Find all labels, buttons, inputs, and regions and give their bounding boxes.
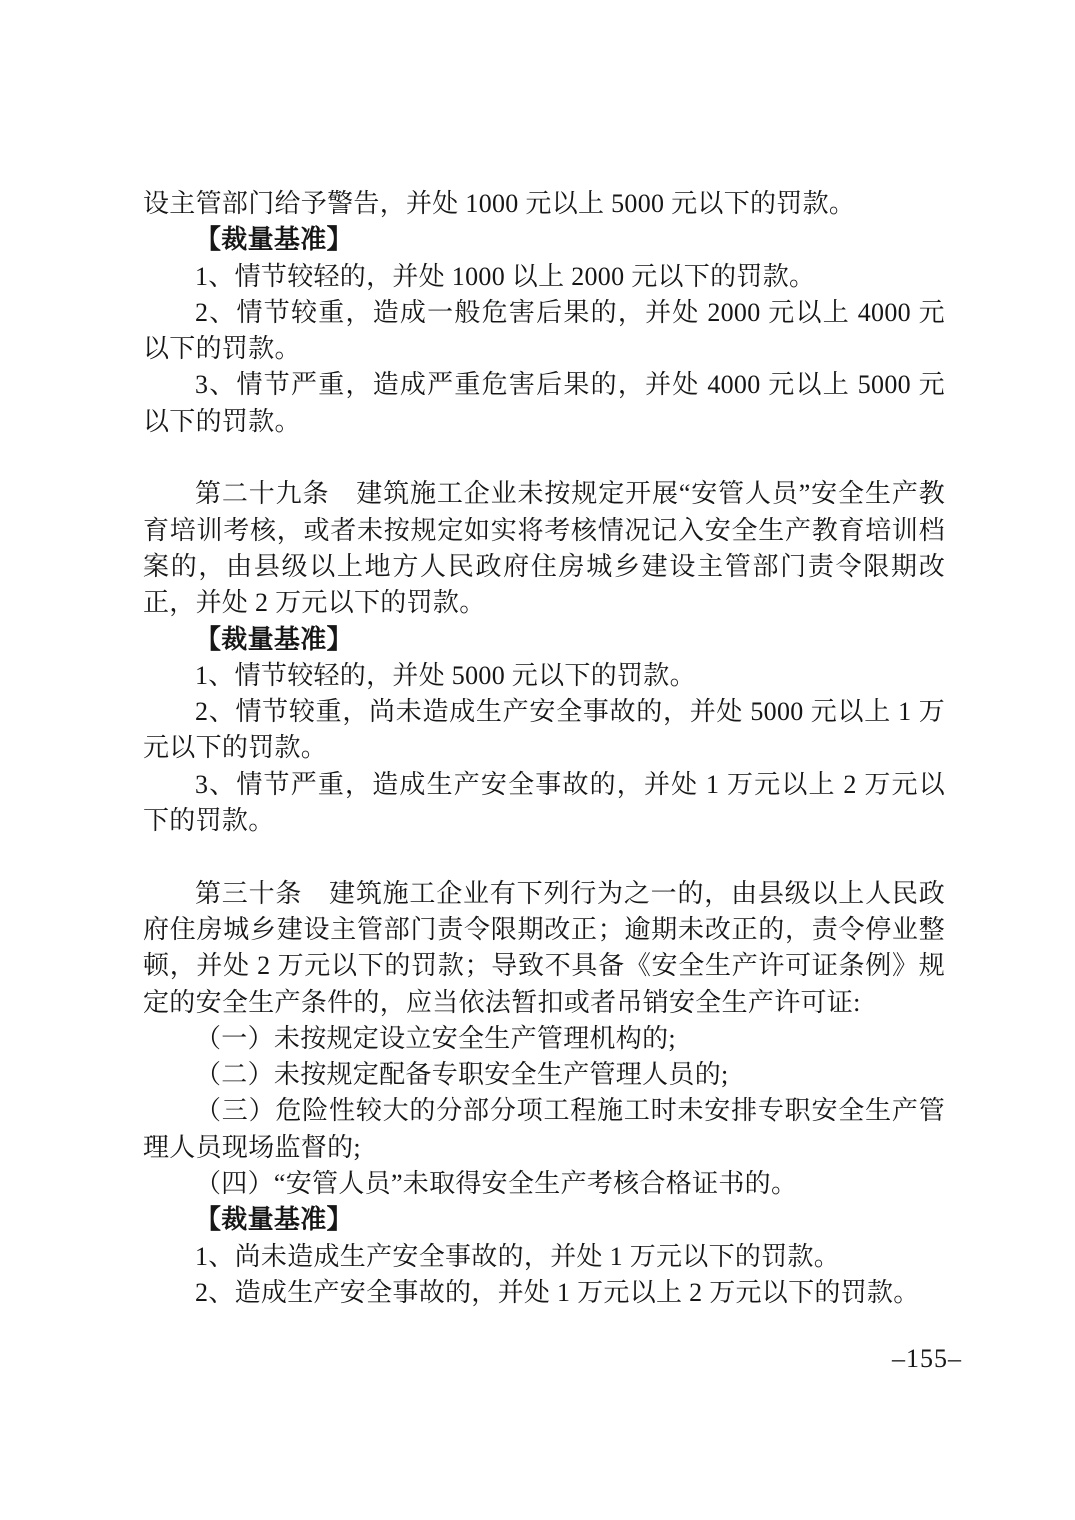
article-paragraph-30: 第三十条 建筑施工企业有下列行为之一的，由县级以上人民政府住房城乡建设主管部门责令限期改正；逾期未改正的，责令停业整顿，并处 2 万元以下的罚款；导致不具备《安全生产许可证条例》规定的安全生产条件的，应当依法暂扣或者吊销安全生产许可证: bbox=[143, 878, 945, 1017]
basis-header: 【裁量基准】 bbox=[195, 1205, 353, 1235]
numbered-item: 1、尚未造成生产安全事故的，并处 1 万元以下的罚款。 bbox=[195, 1241, 841, 1271]
document-body bbox=[143, 186, 945, 1311]
page-number: –155– bbox=[892, 1344, 962, 1373]
numbered-item: 2、情节较重，尚未造成生产安全事故的，并处 5000 元以上 1 万元以下的罚款。 bbox=[143, 697, 945, 763]
numbered-item: 1、情节较轻的，并处 1000 以上 2000 元以下的罚款。 bbox=[195, 261, 816, 291]
numbered-item: 3、情节严重，造成严重危害后果的，并处 4000 元以上 5000 元以下的罚款。 bbox=[143, 370, 945, 436]
list-item: （二）未按规定配备专职安全生产管理人员的; bbox=[195, 1060, 729, 1090]
article-paragraph-29: 第二十九条 建筑施工企业未按规定开展“安管人员”安全生产教育培训考核，或者未按规定如实将考核情况记入安全生产教育培训档案的，由县级以上地方人民政府住房城乡建设主管部门责令限期改正，并处 2 万元以下的罚款。 bbox=[143, 479, 945, 618]
numbered-item: 3、情节严重，造成生产安全事故的，并处 1 万元以上 2 万元以下的罚款。 bbox=[143, 769, 945, 836]
numbered-item: 1、情节较轻的，并处 5000 元以下的罚款。 bbox=[195, 660, 696, 690]
numbered-item: 2、造成生产安全事故的，并处 1 万元以上 2 万元以下的罚款。 bbox=[195, 1277, 920, 1307]
paragraph-continuation: 设主管部门给予警告，并处 1000 元以上 5000 元以下的罚款。 bbox=[143, 189, 856, 218]
list-item: （三）危险性较大的分部分项工程施工时未安排专职安全生产管理人员现场监督的; bbox=[143, 1096, 945, 1162]
list-item: （一）未按规定设立安全生产管理机构的; bbox=[195, 1023, 676, 1053]
basis-header: 【裁量基准】 bbox=[195, 225, 353, 255]
basis-header: 【裁量基准】 bbox=[195, 624, 353, 654]
numbered-item: 2、情节较重，造成一般危害后果的，并处 2000 元以上 4000 元以下的罚款。 bbox=[143, 297, 945, 364]
list-item: （四）“安管人员”未取得安全生产考核合格证书的。 bbox=[195, 1169, 798, 1199]
